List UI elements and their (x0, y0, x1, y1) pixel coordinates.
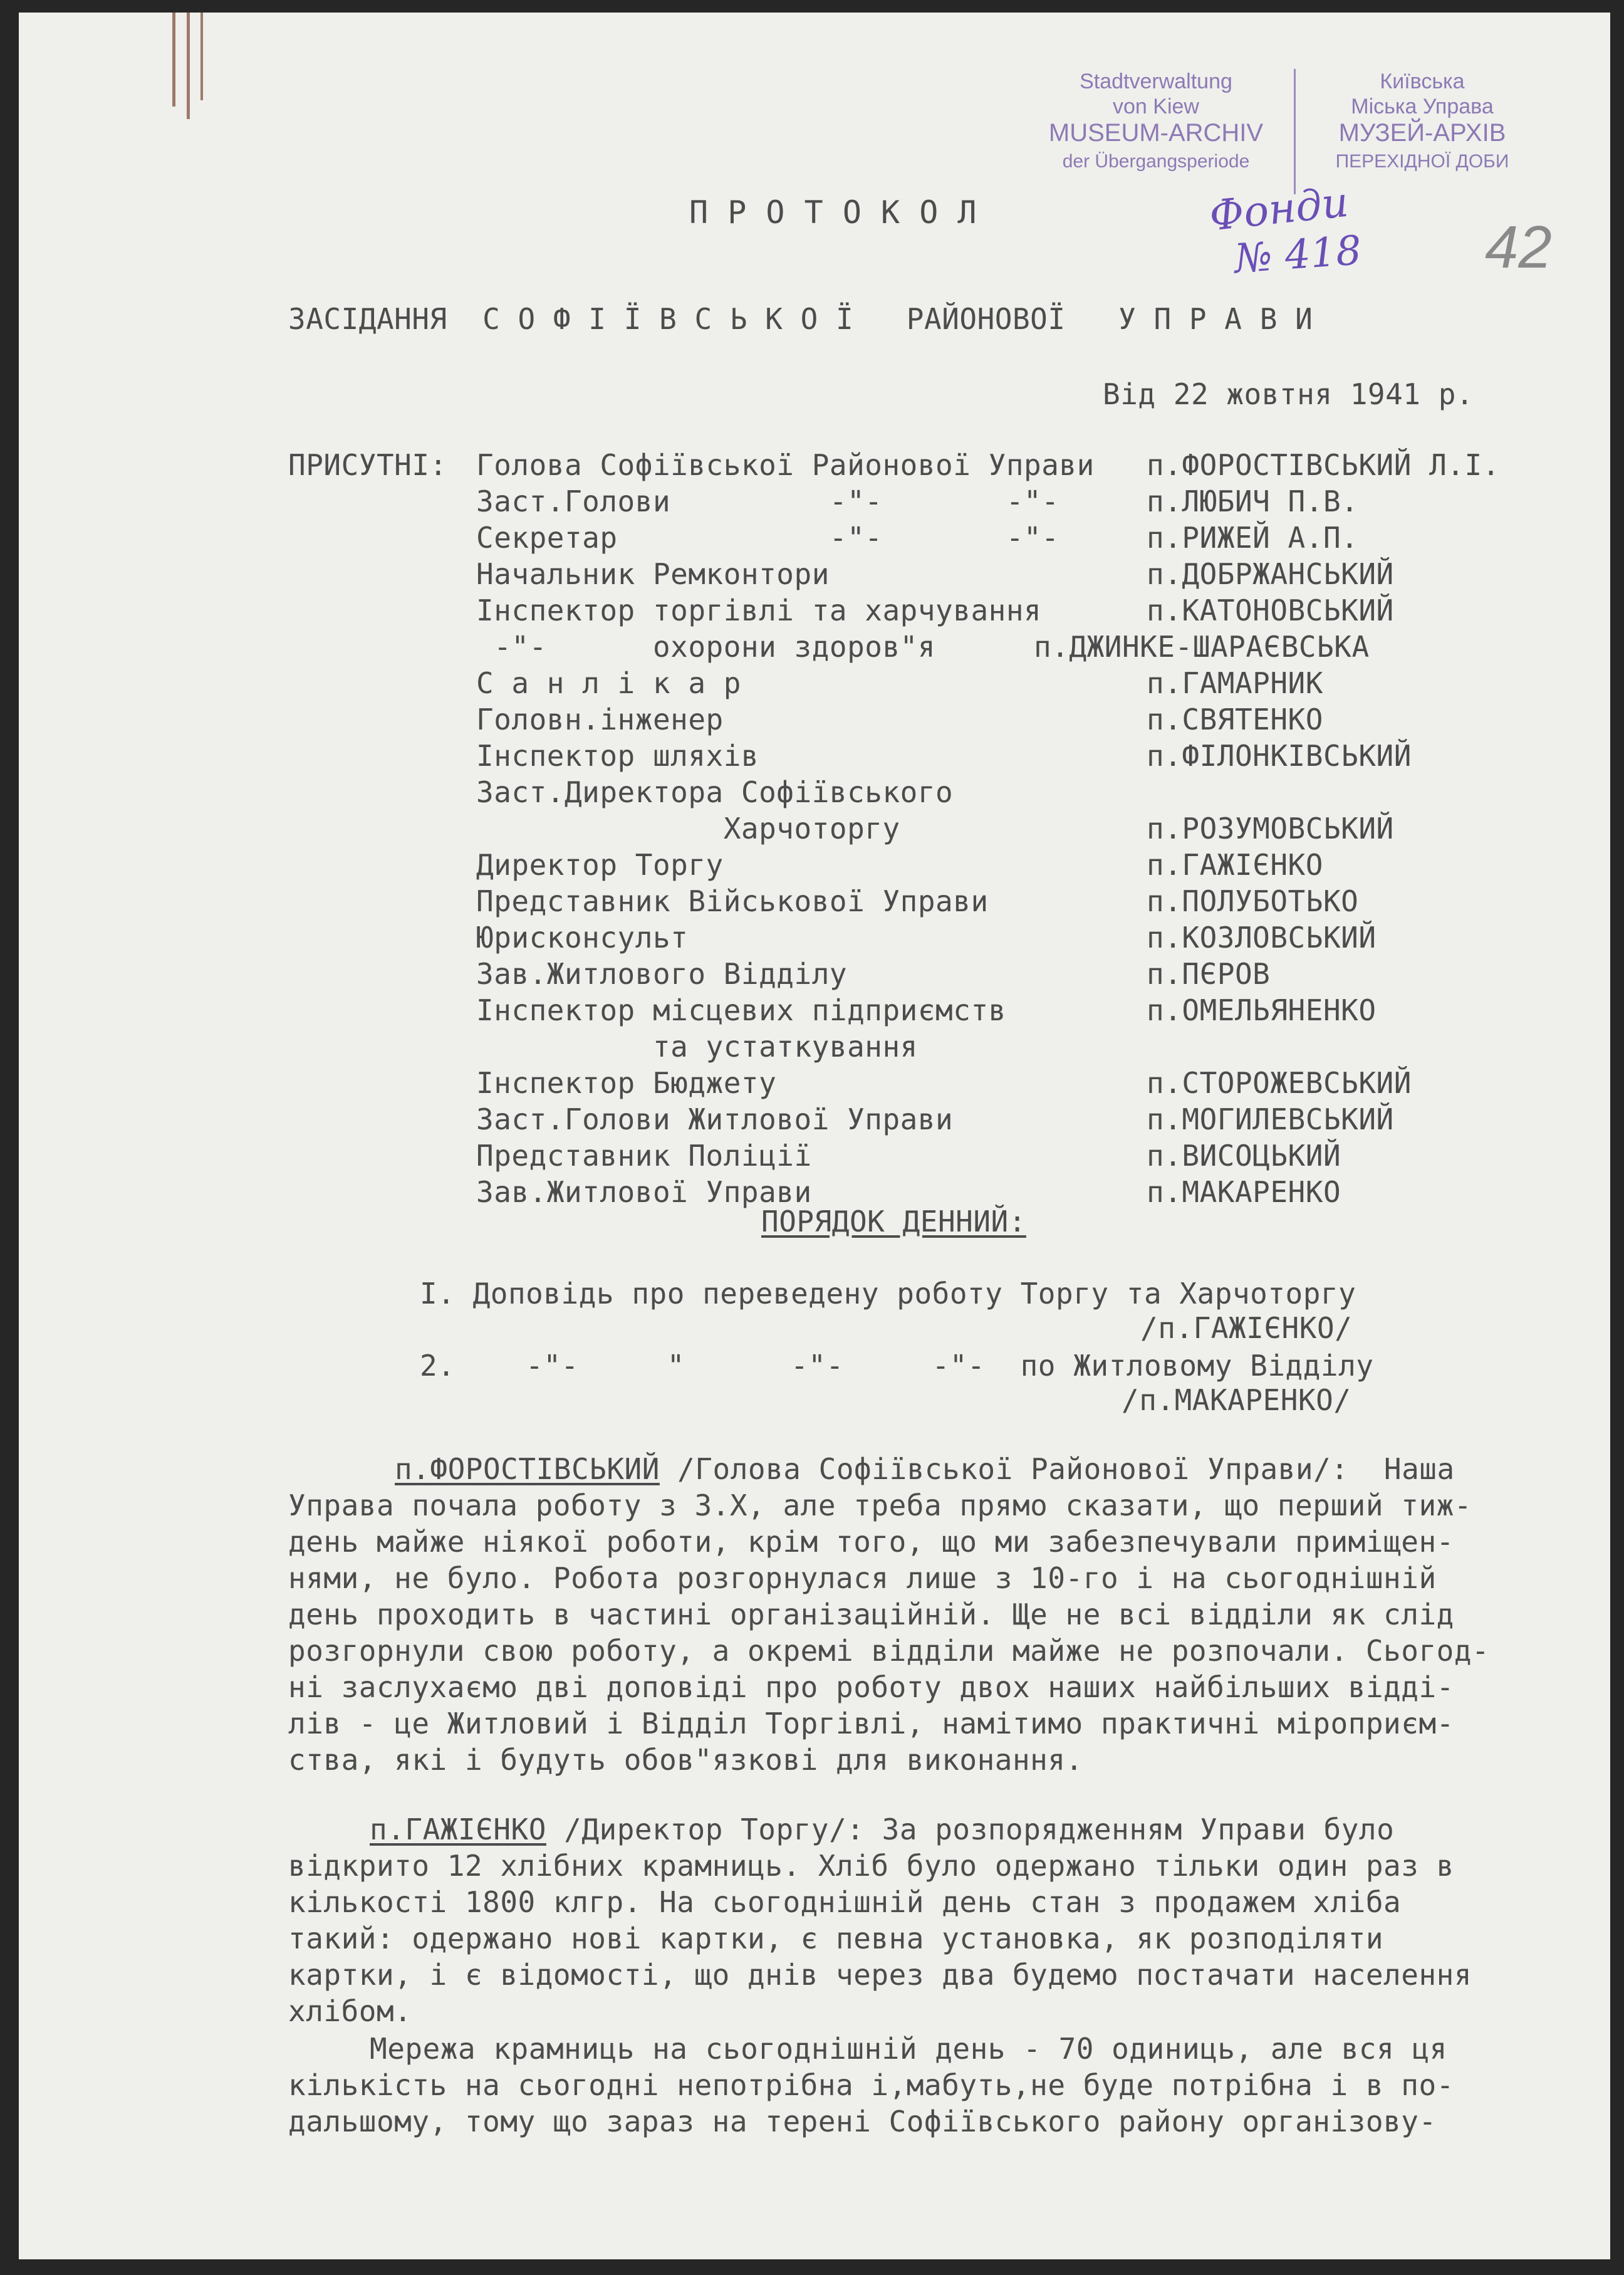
paper-crease-mark (172, 13, 175, 107)
paragraph-line: розгорнули свою роботу, а окремі відділи майже не розпочали. Сьогод- (288, 1634, 1490, 1668)
paragraph-line: день майже ніякої роботи, крім того, що ми забезпечували приміщен- (288, 1525, 1454, 1559)
agenda-title: ПОРЯДОК ДЕННИЙ: (761, 1205, 1026, 1238)
document-title: П Р О Т О К О Л (689, 194, 977, 231)
attendee-name: п.РОЗУМОВСЬКИЙ (1147, 812, 1394, 845)
attendee-position: Юрисконсульт (476, 921, 689, 954)
attendee-position: Начальник Ремконтори (476, 557, 830, 591)
attendee-position: Представник Військової Управи (476, 884, 989, 918)
attendee-name: п.СТОРОЖЕВСЬКИЙ (1147, 1066, 1412, 1100)
attendee-position: Зав.Житлової Управи (476, 1175, 812, 1209)
stamp-de-line4: der Übergangsperiode (1062, 151, 1250, 172)
attendee-position: Заст.Директора Софіївського (476, 775, 954, 809)
paragraph-line: нями, не було. Робота розгорнулася лише з 10-го і на сьогоднішній (288, 1561, 1437, 1595)
speaker-name: п.ФОРОСТІВСЬКИЙ (395, 1452, 660, 1486)
attendee-name: п.ФОРОСТІВСЬКИЙ Л.І. (1147, 448, 1500, 482)
paragraph-line: такий: одержано нові картки, є певна установка, як розподіляти (288, 1922, 1384, 1955)
attendee-position: Головн.інженер (476, 703, 724, 736)
document-page (19, 13, 1610, 2259)
paragraph-line: ства, які і будуть обов"язкові для виконання. (288, 1743, 1083, 1777)
paragraph-text: /Директор Торгу/: За розпорядженням Управи було (546, 1812, 1395, 1846)
attendee-name: п.ДЖИНКЕ-ШАРАЄВСЬКА (1034, 630, 1370, 664)
paragraph-line (395, 1451, 1455, 1487)
paragraph-line: день проходить в частині організаційній. Ще не всі відділи як слід (288, 1598, 1454, 1631)
attendee-name: п.КОЗЛОВСЬКИЙ (1147, 921, 1377, 954)
attendee-position: Заст.Голови Житлової Управи (476, 1102, 954, 1136)
attendee-position: Голова Софіївської Районової Управи (476, 448, 1095, 482)
attendee-name: п.ПОЛУБОТЬКО (1147, 884, 1359, 918)
stamp-de-line3: MUSEUM-ARCHIV (1048, 119, 1264, 147)
handwritten-page-number: 42 (1485, 214, 1552, 281)
paragraph-line: лів - це Житловий і Відділ Торгівлі, намітимо практичні міроприєм- (288, 1707, 1454, 1740)
paragraph-line: відкрито 12 хлібних крамниць. Хліб було одержано тільки один раз в (288, 1849, 1454, 1883)
attendee-name: п.ЛЮБИЧ П.В. (1147, 484, 1359, 518)
attendee-position: Заст.Голови -"- -"- (476, 484, 1059, 518)
attendee-name: п.ГАЖІЄНКО (1147, 848, 1323, 882)
attendee-position: Зав.Житлового Відділу (476, 957, 848, 991)
paper-crease-mark (187, 13, 190, 119)
agenda-item-2-reporter: /п.МАКАРЕНКО/ (1122, 1383, 1351, 1417)
paragraph-line: Управа почала роботу з 3.Х, але треба прямо сказати, що перший тиж- (288, 1488, 1472, 1522)
stamp-ua-line3: МУЗЕЙ-АРХІВ (1338, 119, 1506, 147)
paragraph-line: картки, і є відомості, що днів через два будемо постачати населення (288, 1958, 1472, 1992)
paragraph-line: хлібом. (288, 1994, 412, 2028)
paragraph-line: кількість на сьогодні непотрібна і,мабуть,не буде потрібна і в по- (288, 2068, 1454, 2102)
document-date: Від 22 жовтня 1941 р. (1103, 377, 1474, 411)
attendee-position: Інспектор Бюджету (476, 1066, 777, 1100)
agenda-item-2: 2. -"- " -"- -"- по Житловому Відділу (420, 1349, 1374, 1383)
attendee-position: Секретар -"- -"- (476, 521, 1059, 555)
agenda-item-1-reporter: /п.ГАЖІЄНКО/ (1140, 1311, 1353, 1345)
stamp-de-line2: von Kiew (1113, 95, 1199, 118)
attendees-label: ПРИСУТНІ: (288, 448, 447, 482)
paper-crease-mark (200, 13, 203, 100)
attendee-name: п.ДОБРЖАНСЬКИЙ (1147, 557, 1394, 591)
stamp-de-line1: Stadtverwaltung (1080, 70, 1232, 93)
attendee-name: п.ОМЕЛЬЯНЕНКО (1147, 993, 1377, 1027)
attendee-name: п.РИЖЕЙ А.П. (1147, 521, 1359, 555)
handwritten-fond-number: № 418 (1232, 227, 1363, 283)
attendee-position: Директор Торгу (476, 848, 724, 882)
attendee-position: Інспектор місцевих підприємств (476, 993, 1006, 1027)
attendee-position: Представник Поліції (476, 1139, 812, 1173)
paragraph-line: кількості 1800 клгр. На сьогоднішній день стан з продажем хліба (288, 1885, 1402, 1919)
paragraph-line: ні заслухаємо дві доповіді про роботу двох наших найбільших відді- (288, 1670, 1454, 1704)
speaker-name: п.ГАЖІЄНКО (370, 1812, 546, 1846)
document-subtitle: ЗАСІДАННЯ С О Ф І Ї В С Ь К О Ї РАЙОНОВОЇ У П Р А В И (288, 302, 1313, 336)
paragraph-line: дальшому, тому що зараз на терені Софіївського району організову- (288, 2105, 1437, 2138)
paragraph-line: Мережа крамниць на сьогоднішній день - 70 одиниць, але вся ця (370, 2032, 1447, 2066)
stamp-ua-line1: Київська (1380, 70, 1465, 93)
paragraph-line (370, 1811, 1394, 1848)
attendee-name: п.КАТОНОВСЬКИЙ (1147, 594, 1394, 627)
paragraph-text: /Голова Софіївської Районової Управи/: Наша (659, 1452, 1455, 1486)
stamp-ua-line2: Міська Управа (1351, 95, 1494, 118)
handwritten-fond-label: Фонди (1207, 177, 1351, 241)
stamp-divider (1294, 69, 1296, 194)
attendee-position: Інспектор торгівлі та харчування (476, 594, 1042, 627)
attendee-position: С а н л і к а р (476, 666, 741, 700)
attendee-name: п.СВЯТЕНКО (1147, 703, 1323, 736)
attendee-position: Харчоторгу (476, 812, 900, 845)
attendee-name: п.ВИСОЦЬКИЙ (1147, 1139, 1341, 1173)
attendee-position: -"- охорони здоров"я (476, 630, 936, 664)
attendee-name: п.ПЄРОВ (1147, 957, 1271, 991)
attendee-name: п.ФІЛОНКІВСЬКИЙ (1147, 739, 1412, 773)
stamp-ua-line4: ПЕРЕХІДНОЇ ДОБИ (1335, 151, 1509, 172)
attendee-position: Інспектор шляхів (476, 739, 759, 773)
agenda-item-1: І. Доповідь про переведену роботу Торгу та Харчоторгу (420, 1277, 1356, 1310)
attendee-name: п.ГАМАРНИК (1147, 666, 1323, 700)
attendee-name: п.МАКАРЕНКО (1147, 1175, 1341, 1209)
attendee-position: та устаткування (476, 1030, 918, 1064)
attendee-name: п.МОГИЛЕВСЬКИЙ (1147, 1102, 1394, 1136)
